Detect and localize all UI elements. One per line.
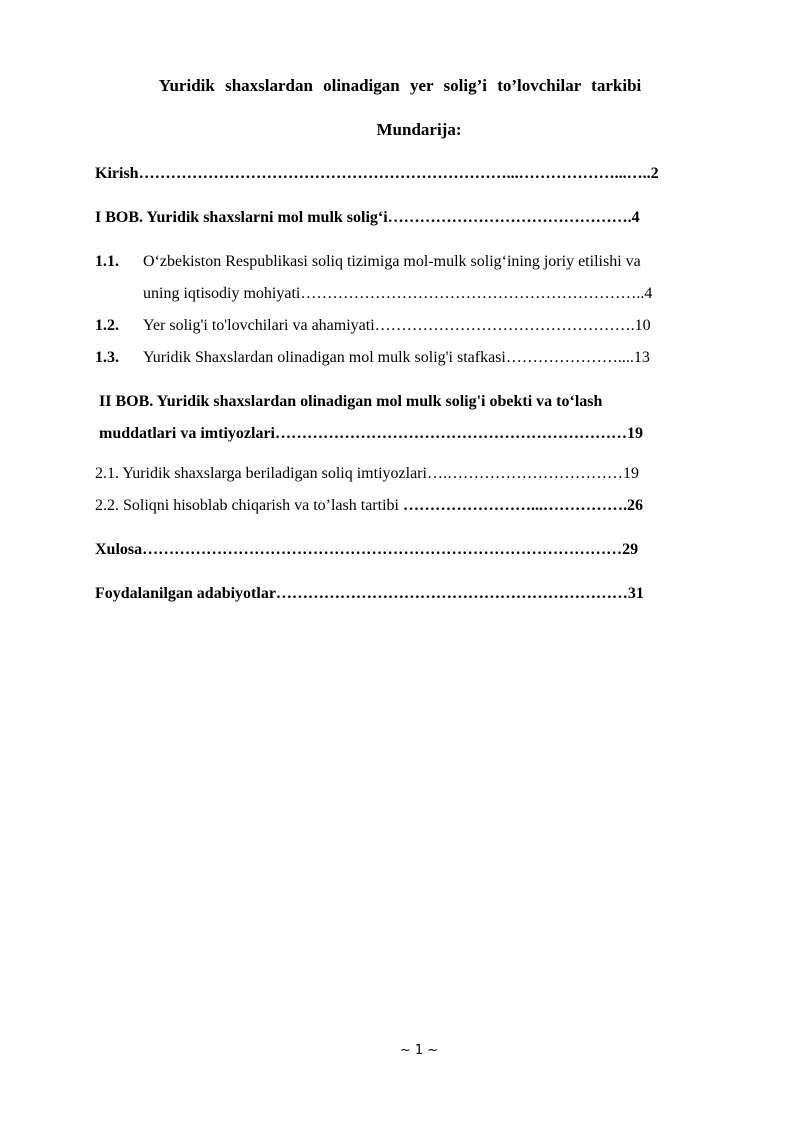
toc-entry-bob2: II BOB. Yuridik shaxslardan olinadigan mol mulk solig'i obekti va to‘lash xyxy=(99,393,603,410)
toc-entry-bob1: I BOB. Yuridik shaxslarni mol mulk solig‘i……………………………………….4 xyxy=(95,209,640,226)
toc-entry-kirish: Kirish……………………………………………………………...………………...…..2 xyxy=(95,165,659,182)
document-title: Yuridik shaxslardan olinadigan yer solig’i to’lovchilar tarkibi xyxy=(158,76,642,95)
toc-entry-1-2 xyxy=(95,317,745,335)
toc-entry-2-2-text: 2.2. Soliqni hisoblab chiqarish va to’lash tartibi xyxy=(95,497,399,514)
toc-entry-adabiyotlar: Foydalanilgan adabiyotlar…………………………………………………………31 xyxy=(95,585,644,602)
toc-entry-1-1 xyxy=(95,253,745,271)
page-number: ~ 1 ~ xyxy=(399,1043,439,1058)
toc-entry-1-1-number: 1.1. xyxy=(95,253,119,270)
toc-entry-1-1-text: O‘zbekiston Respublikasi soliq tizimiga mol-mulk solig‘ining joriy etilishi va xyxy=(143,253,641,270)
toc-entry-2-2-page: ……………………...…………….26 xyxy=(402,497,643,514)
toc-entry-1-3-number: 1.3. xyxy=(95,349,119,366)
toc-entry-bob2-continuation: muddatlari va imtiyozlari…………………………………………………………19 xyxy=(99,425,643,442)
toc-entry-1-3 xyxy=(95,349,745,367)
toc-entry-1-3-text: Yuridik Shaxslardan olinadigan mol mulk solig'i stafkasi…………………....13 xyxy=(143,349,650,366)
toc-entry-1-2-number: 1.2. xyxy=(95,317,119,334)
toc-entry-2-2 xyxy=(95,497,745,515)
toc-entry-xulosa: Xulosa………………………………………………………………………………29 xyxy=(95,541,639,558)
toc-heading: Mundarija: xyxy=(376,120,462,139)
toc-entry-1-1-continuation: uning iqtisodiy mohiyati………………………………………………………..4 xyxy=(143,285,653,302)
toc-entry-1-2-text: Yer solig'i to'lovchilari va ahamiyati………………………………………….10 xyxy=(143,317,651,334)
toc-entry-2-1: 2.1. Yuridik shaxslarga beriladigan soliq imtiyozlari….……………………………19 xyxy=(95,465,639,482)
